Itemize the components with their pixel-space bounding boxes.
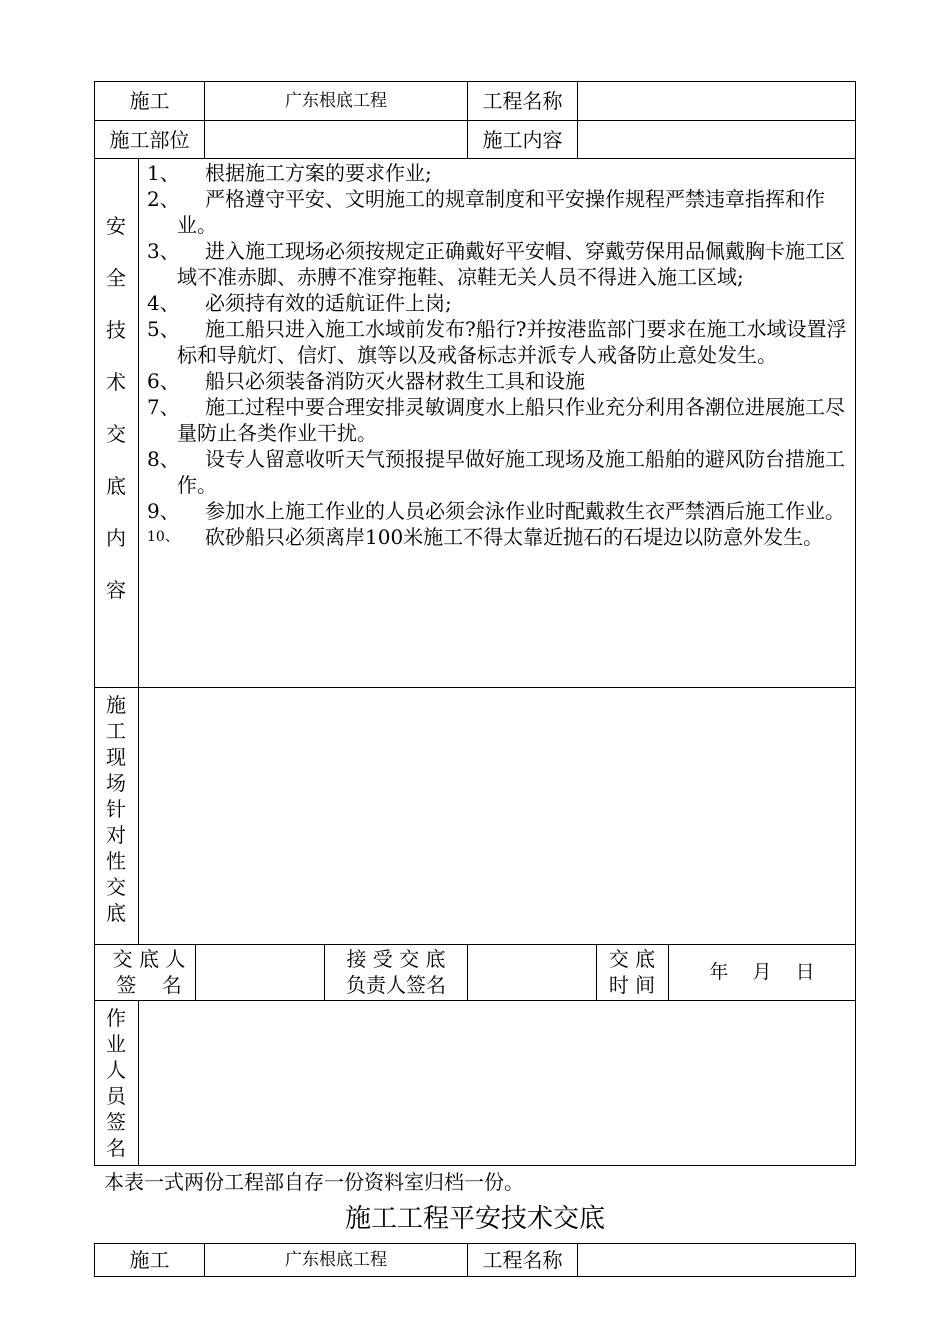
construction-unit-value: 广东根底工程 bbox=[285, 90, 387, 111]
project-name-label-2: 工程名称 bbox=[482, 1248, 563, 1272]
list-item: 6、 船只必须装备消防灭火器材救生工具和设施 bbox=[147, 369, 585, 393]
list-item: 3、 进入施工现场必须按规定正确戴好平安帽、穿戴劳保用品佩戴胸卡施工区域不准赤脚、赤膊不准穿拖鞋、凉鞋无关人员不得进入施工区域; bbox=[147, 239, 845, 289]
safety-items-list bbox=[147, 160, 847, 550]
worker-signature-label: 作 业 人 员 签 名 bbox=[106, 1006, 126, 1160]
construction-part-value[interactable] bbox=[205, 121, 467, 158]
table-border bbox=[855, 81, 856, 1166]
list-item: 5、 施工船只进入施工水域前发布?船行?并按港监部门要求在施工水域设置浮标和导航灯、信灯、旗等以及戒备标志并派专人戒备防止意处发生。 bbox=[147, 317, 847, 367]
footnote: 本表一式两份工程部自存一份资料室归档一份。 bbox=[104, 1170, 524, 1194]
list-item: 9、 参加水上施工作业的人员必须会泳作业时配戴救生衣严禁酒后施工作业。 bbox=[147, 499, 845, 523]
construction-unit-value-2: 广东根底工程 bbox=[285, 1249, 387, 1270]
disclosure-time-label: 交 底 时 间 bbox=[608, 947, 656, 997]
site-disclosure-content[interactable] bbox=[139, 688, 855, 944]
list-item: 2、 严格遵守平安、文明施工的规章制度和平安操作规程严禁违章指挥和作业。 bbox=[147, 187, 825, 237]
table-border bbox=[94, 1276, 856, 1277]
table-border bbox=[855, 1243, 856, 1277]
construction-label: 施工 bbox=[129, 89, 170, 113]
disclosure-date-field[interactable]: 年 月 日 bbox=[709, 961, 815, 983]
table-border bbox=[94, 81, 95, 1166]
table-border bbox=[94, 158, 856, 159]
receiver-signature-label: 接 受 交 底 负责人签名 bbox=[346, 947, 446, 997]
table-border bbox=[94, 1165, 856, 1166]
document-title: 施工工程平安技术交底 bbox=[344, 1204, 605, 1234]
worker-signature-field[interactable] bbox=[139, 1001, 855, 1165]
table-border bbox=[596, 944, 597, 1001]
construction-label-2: 施工 bbox=[129, 1248, 170, 1272]
construction-content-value[interactable] bbox=[578, 121, 855, 158]
project-name-label: 工程名称 bbox=[482, 89, 563, 113]
safety-disclosure-label: 安 全 技 术 交 底 内 容 bbox=[106, 214, 126, 602]
list-item: 8、 设专人留意收听天气预报提早做好施工现场及施工船舶的避风防台措施工作。 bbox=[147, 447, 845, 497]
list-item: 1、 根据施工方案的要求作业; bbox=[147, 161, 432, 185]
construction-part-label: 施工部位 bbox=[109, 127, 190, 152]
giver-signature-label: 交 底 人 签 名 bbox=[112, 947, 186, 997]
giver-signature-field[interactable] bbox=[196, 945, 324, 1000]
project-name-value[interactable] bbox=[578, 82, 855, 120]
list-item: 10、 砍砂船只必须离岸100米施工不得太靠近抛石的石堤边以防意外发生。 bbox=[147, 525, 824, 549]
project-name-value-2[interactable] bbox=[578, 1244, 855, 1276]
construction-content-label: 施工内容 bbox=[482, 127, 563, 152]
list-item: 7、 施工过程中要合理安排灵敏调度水上船只作业充分利用各潮位进展施工尽量防止各类作业干扰。 bbox=[147, 395, 845, 445]
receiver-signature-field[interactable] bbox=[468, 945, 596, 1000]
table-border bbox=[324, 944, 325, 1001]
list-item: 4、 必须持有效的适航证件上岗; bbox=[147, 291, 452, 315]
site-disclosure-label: 施 工 现 场 针 对 性 交 底 bbox=[106, 693, 126, 925]
